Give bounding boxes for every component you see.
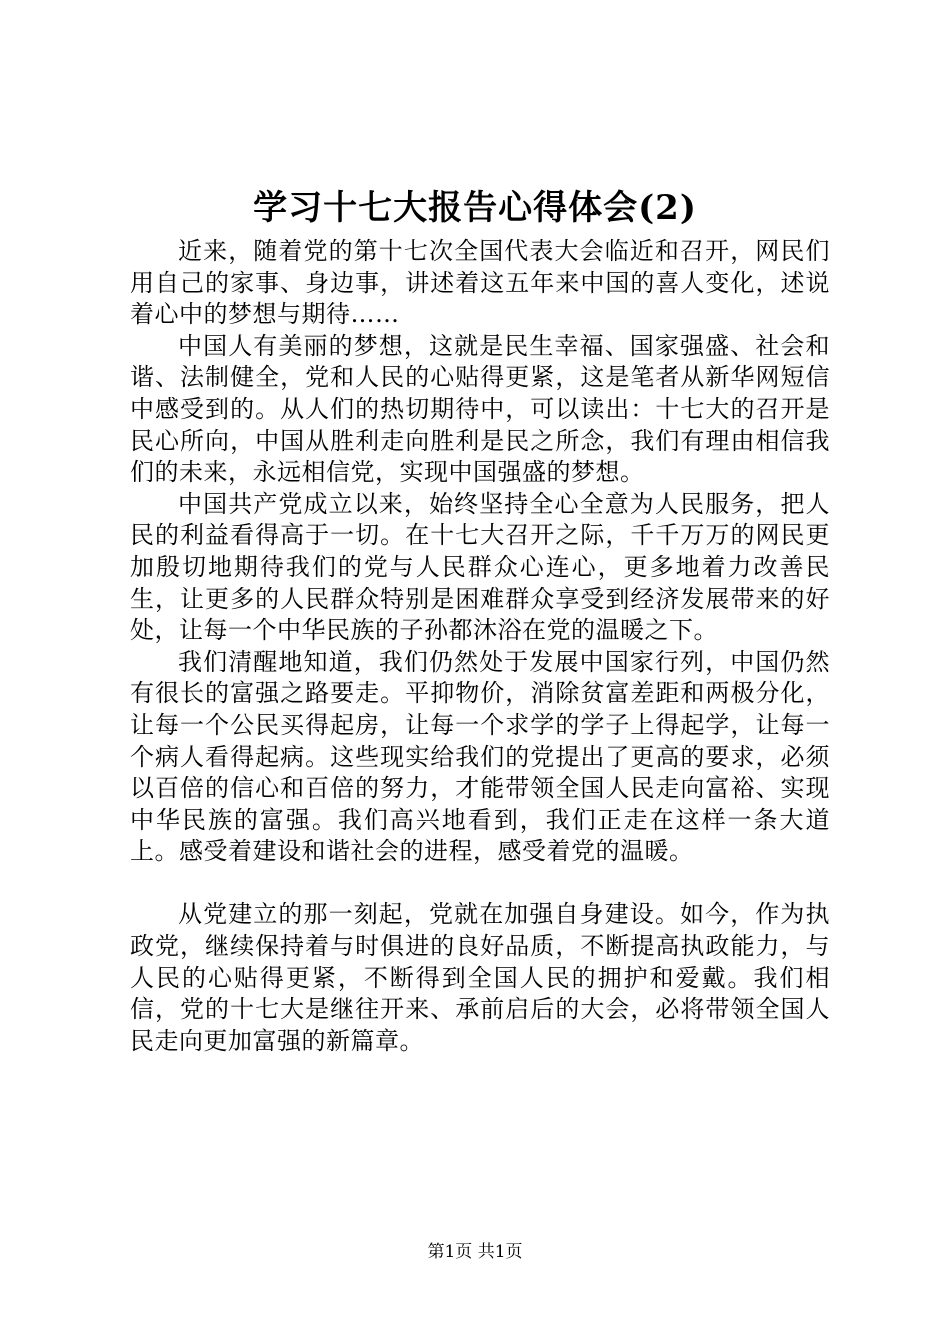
page-number-footer: 第1页 共1页 bbox=[427, 1242, 523, 1262]
paragraph-4: 我们清醒地知道，我们仍然处于发展中国家行列，中国仍然有很长的富强之路要走。平抑物价，消除贫富差距和两极分化，让每一个公民买得起房，让每一个求学的学子上得起学，让每一个病人看得起病。这些现实给我们的党提出了更高的要求，必须以百倍的信心和百倍的努力，才能带领全国人民走向富裕、实现中华民族的富强。我们高兴地看到，我们正走在这样一条大道上。感受着建设和谐社会的进程，感受着党的温暖。 bbox=[130, 647, 830, 866]
paragraph-5: 从党建立的那一刻起，党就在加强自身建设。如今，作为执政党，继续保持着与时俱进的良好品质，不断提高执政能力，与人民的心贴得更紧，不断得到全国人民的拥护和爱戴。我们相信，党的十七大是继往开来、承前启后的大会，必将带领全国人民走向更加富强的新篇章。 bbox=[130, 900, 830, 1055]
paragraph-1: 近来，随着党的第十七次全国代表大会临近和召开，网民们用自己的家事、身边事，讲述着这五年来中国的喜人变化，述说着心中的梦想与期待…… bbox=[130, 237, 830, 329]
document-title: 学习十七大报告心得体会(2) bbox=[253, 188, 697, 228]
paragraph-3: 中国共产党成立以来，始终坚持全心全意为人民服务，把人民的利益看得高于一切。在十七大召开之际，千千万万的网民更加殷切地期待我们的党与人民群众心连心，更多地着力改善民生，让更多的人民群众特别是困难群众享受到经济发展带来的好处，让每一个中华民族的子孙都沐浴在党的温暖之下。 bbox=[130, 489, 830, 645]
document-body bbox=[130, 236, 830, 1057]
paragraph-2: 中国人有美丽的梦想，这就是民生幸福、国家强盛、社会和谐、法制健全，党和人民的心贴得更紧，这是笔者从新华网短信中感受到的。从人们的热切期待中，可以读出：十七大的召开是民心所向，中国从胜利走向胜利是民之所念，我们有理由相信我们的未来，永远相信党，实现中国强盛的梦想。 bbox=[130, 331, 830, 487]
